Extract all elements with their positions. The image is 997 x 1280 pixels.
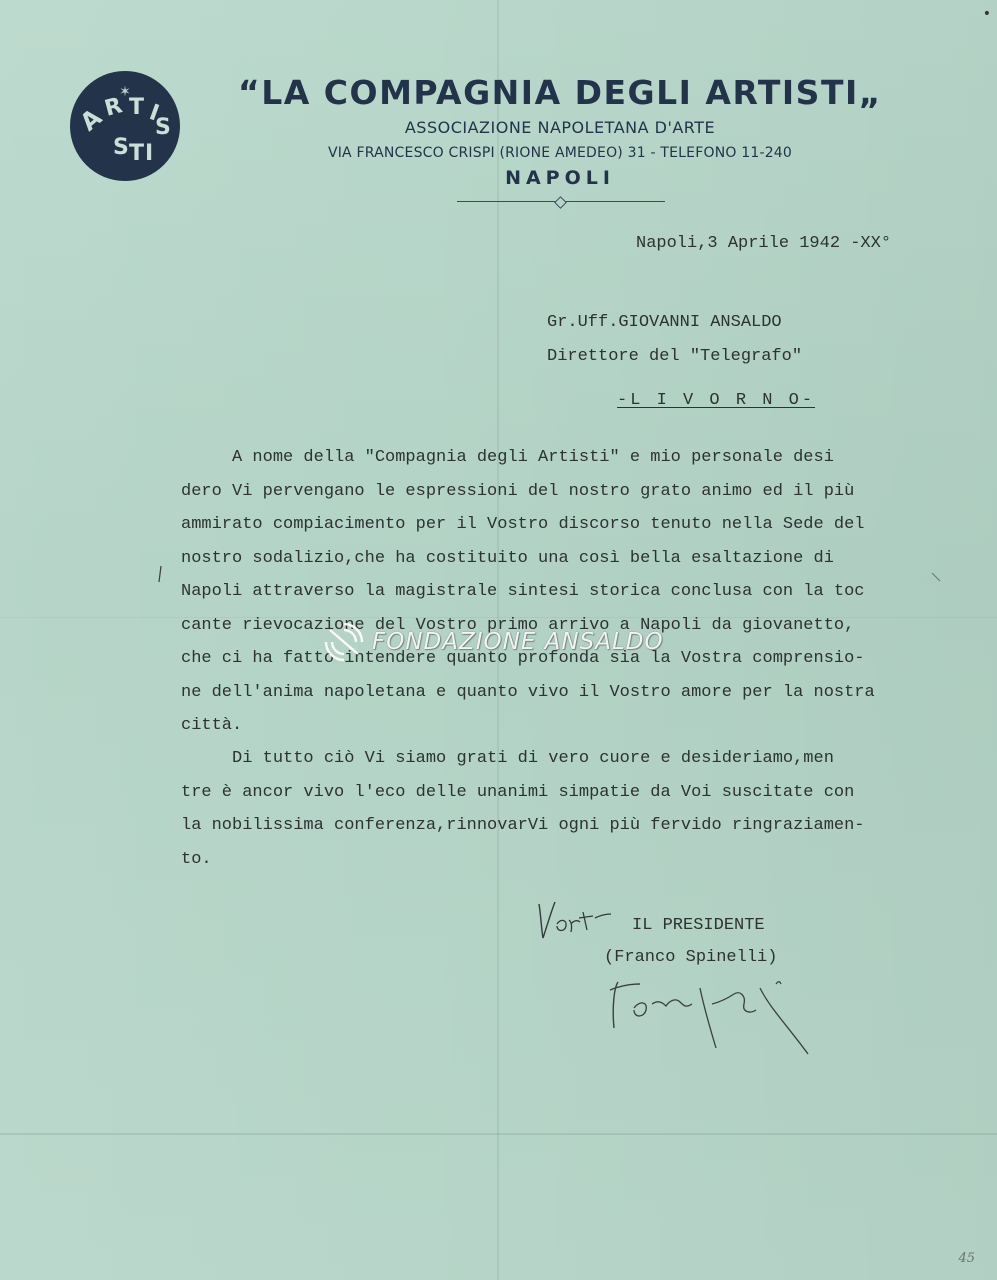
- body-line: che ci ha fatto intendere quanto profonda sia la Vostra comprensio-: [181, 649, 865, 668]
- watermark-text: FONDAZIONE ANSALDO: [372, 629, 664, 655]
- svg-text:S: S: [113, 135, 129, 160]
- signatory-name: (Franco Spinelli): [604, 948, 778, 967]
- company-city: NAPOLI: [505, 167, 615, 189]
- body-line: tre è ancor vivo l'eco delle unanimi simpatie da Voi suscitate con: [181, 783, 855, 802]
- body-line: ne dell'anima napoletana e quanto vivo il Vostro amore per la nostra: [181, 683, 875, 702]
- body-line: nostro sodalizio,che ha costituito una così bella esaltazione di: [181, 549, 834, 568]
- body-line: Di tutto ciò Vi siamo grati di vero cuore e desideriamo,men: [181, 749, 834, 768]
- handwritten-initials: [533, 896, 613, 946]
- svg-text:S: S: [155, 115, 171, 140]
- initials-text: Vostri: [573, 945, 577, 946]
- body-line: dero Vi pervengano le espressioni del nostro grato animo ed il più: [181, 482, 855, 501]
- margin-mark-icon: [157, 565, 163, 583]
- body-line: Napoli attraverso la magistrale sintesi storica conclusa con la toc: [181, 582, 865, 601]
- body-line: la nobilissima conferenza,rinnovarVi ogni più fervido ringraziamen-: [181, 816, 865, 835]
- company-address: VIA FRANCESCO CRISPI (RIONE AMEDEO) 31 - TELEFONO 11-240: [327, 145, 793, 161]
- watermark: [322, 620, 692, 664]
- body-line: A nome della "Compagnia degli Artisti" e mio personale desi: [181, 448, 834, 467]
- corner-mark: •: [982, 6, 991, 22]
- svg-text:T: T: [129, 141, 145, 166]
- company-name: “LA COMPAGNIA DEGLI ARTISTI„: [238, 73, 882, 112]
- foundation-logo-icon: [322, 620, 366, 664]
- signatory-title: IL PRESIDENTE: [632, 916, 765, 935]
- recipient-city: -L I V O R N O-: [617, 391, 816, 410]
- letter-date: Napoli,3 Aprile 1942 -XX°: [636, 234, 892, 253]
- svg-text:R: R: [102, 93, 125, 122]
- body-line: to.: [181, 850, 212, 869]
- body-line: cante rievocazione del Vostro primo arrivo a Napoli da giovanetto,: [181, 616, 855, 635]
- letterhead: [180, 72, 940, 189]
- page-note: 45: [958, 1251, 975, 1266]
- company-subtitle: ASSOCIAZIONE NAPOLETANA D'ARTE: [404, 118, 716, 137]
- svg-text:✶: ✶: [119, 84, 131, 100]
- body-line: ammirato compiacimento per il Vostro discorso tenuto nella Sede del: [181, 515, 865, 534]
- recipient-title: Direttore del "Telegrafo": [547, 347, 803, 366]
- margin-mark-icon: [931, 572, 941, 582]
- svg-text:I: I: [145, 100, 163, 127]
- handwritten-signature: [600, 968, 820, 1058]
- company-logo: [69, 70, 181, 182]
- recipient-name: Gr.Uff.GIOVANNI ANSALDO: [547, 313, 782, 332]
- svg-text:A: A: [74, 103, 108, 137]
- svg-text:T: T: [129, 95, 145, 120]
- rule-ornament-icon: [554, 196, 567, 209]
- body-line: città.: [181, 716, 243, 735]
- svg-text:I: I: [145, 141, 154, 166]
- horizontal-fold: [0, 1133, 997, 1135]
